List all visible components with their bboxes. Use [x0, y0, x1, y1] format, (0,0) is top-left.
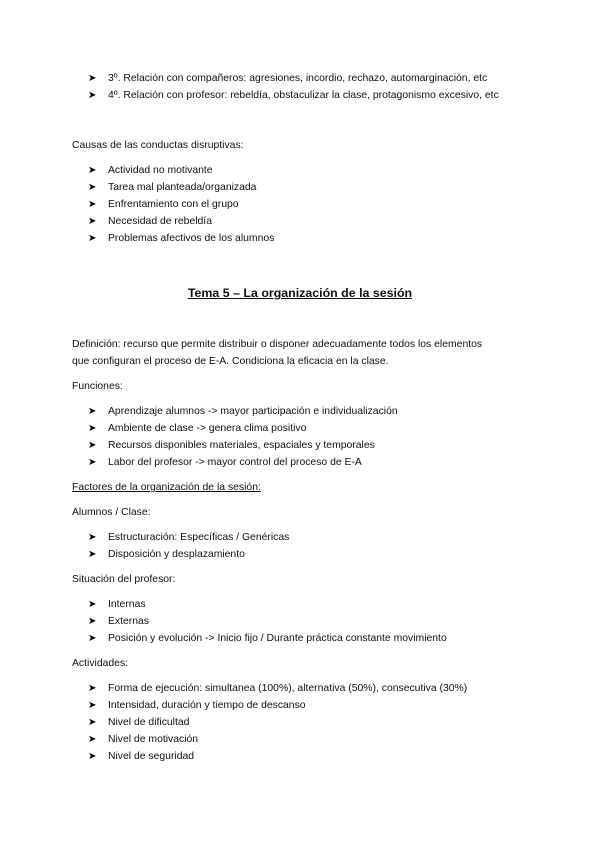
list-item: ➤ Nivel de seguridad [72, 748, 540, 765]
list-item: ➤ Forma de ejecución: simultanea (100%), alternativa (50%), consecutiva (30%) [72, 680, 540, 697]
profesor-block [72, 596, 540, 647]
list-item: ➤ Problemas afectivos de los alumnos [72, 230, 540, 247]
list-item: ➤ Enfrentamiento con el grupo [72, 196, 540, 213]
funciones-label: Funciones: [72, 381, 123, 392]
causas-block [72, 162, 540, 247]
arrow-bullet-icon: ➤ [88, 423, 97, 434]
factores-label: Factores de la organización de la sesión: [72, 482, 261, 493]
profesor-list [72, 596, 540, 647]
causas-list [72, 162, 540, 247]
list-item: ➤ 3º. Relación con compañeros: agresiones, incordio, rechazo, automarginación, etc [72, 70, 540, 87]
arrow-bullet-icon: ➤ [88, 182, 97, 193]
list-item: ➤ Nivel de motivación [72, 731, 540, 748]
arrow-bullet-icon: ➤ [88, 751, 97, 762]
list-item: ➤ 4º. Relación con profesor: rebeldía, obstaculizar la clase, protagonismo excesivo, etc [72, 87, 540, 104]
arrow-bullet-icon: ➤ [88, 633, 97, 644]
alumnos-list [72, 529, 540, 563]
list-item: ➤ Disposición y desplazamiento [72, 546, 540, 563]
funciones-list [72, 403, 540, 471]
list-item: ➤ Recursos disponibles materiales, espaciales y temporales [72, 437, 540, 454]
arrow-bullet-icon: ➤ [88, 406, 97, 417]
top-list-block [72, 70, 540, 104]
list-item: ➤ Posición y evolución -> Inicio fijo / Durante práctica constante movimiento [72, 630, 540, 647]
profesor-label: Situación del profesor: [72, 574, 176, 585]
arrow-bullet-icon: ➤ [88, 683, 97, 694]
actividades-block [72, 680, 540, 765]
definicion-paragraph: Definición: recurso que permite distribuir o disponer adecuadamente todos los elementos que configuran el proceso de E-A. Condiciona la eficacia en la clase. [72, 339, 483, 367]
arrow-bullet-icon: ➤ [88, 717, 97, 728]
arrow-bullet-icon: ➤ [88, 73, 97, 84]
list-item: ➤ Intensidad, duración y tiempo de descanso [72, 697, 540, 714]
arrow-bullet-icon: ➤ [88, 457, 97, 468]
top-list [72, 70, 540, 104]
actividades-list [72, 680, 540, 765]
arrow-bullet-icon: ➤ [88, 199, 97, 210]
arrow-bullet-icon: ➤ [88, 532, 97, 543]
arrow-bullet-icon: ➤ [88, 700, 97, 711]
arrow-bullet-icon: ➤ [88, 549, 97, 560]
list-item: ➤ Labor del profesor -> mayor control del proceso de E-A [72, 454, 540, 471]
arrow-bullet-icon: ➤ [88, 440, 97, 451]
list-item: ➤ Ambiente de clase -> genera clima positivo [72, 420, 540, 437]
causas-label: Causas de las conductas disruptivas: [72, 140, 244, 151]
arrow-bullet-icon: ➤ [88, 165, 97, 176]
list-item: ➤ Externas [72, 613, 540, 630]
list-item: ➤ Internas [72, 596, 540, 613]
actividades-label: Actividades: [72, 658, 129, 669]
arrow-bullet-icon: ➤ [88, 90, 97, 101]
funciones-block [72, 403, 540, 471]
list-item: ➤ Estructuración: Específicas / Genéricas [72, 529, 540, 546]
list-item: ➤ Nivel de dificultad [72, 714, 540, 731]
list-item: ➤ Aprendizaje alumnos -> mayor participación e individualización [72, 403, 540, 420]
arrow-bullet-icon: ➤ [88, 599, 97, 610]
arrow-bullet-icon: ➤ [88, 616, 97, 627]
list-item: ➤ Necesidad de rebeldía [72, 213, 540, 230]
list-item: ➤ Tarea mal planteada/organizada [72, 179, 540, 196]
tema-heading: Tema 5 – La organización de la sesión [187, 286, 413, 300]
list-item: ➤ Actividad no motivante [72, 162, 540, 179]
alumnos-block [72, 529, 540, 563]
arrow-bullet-icon: ➤ [88, 233, 97, 244]
arrow-bullet-icon: ➤ [88, 734, 97, 745]
arrow-bullet-icon: ➤ [88, 216, 97, 227]
alumnos-label: Alumnos / Clase: [72, 507, 151, 518]
